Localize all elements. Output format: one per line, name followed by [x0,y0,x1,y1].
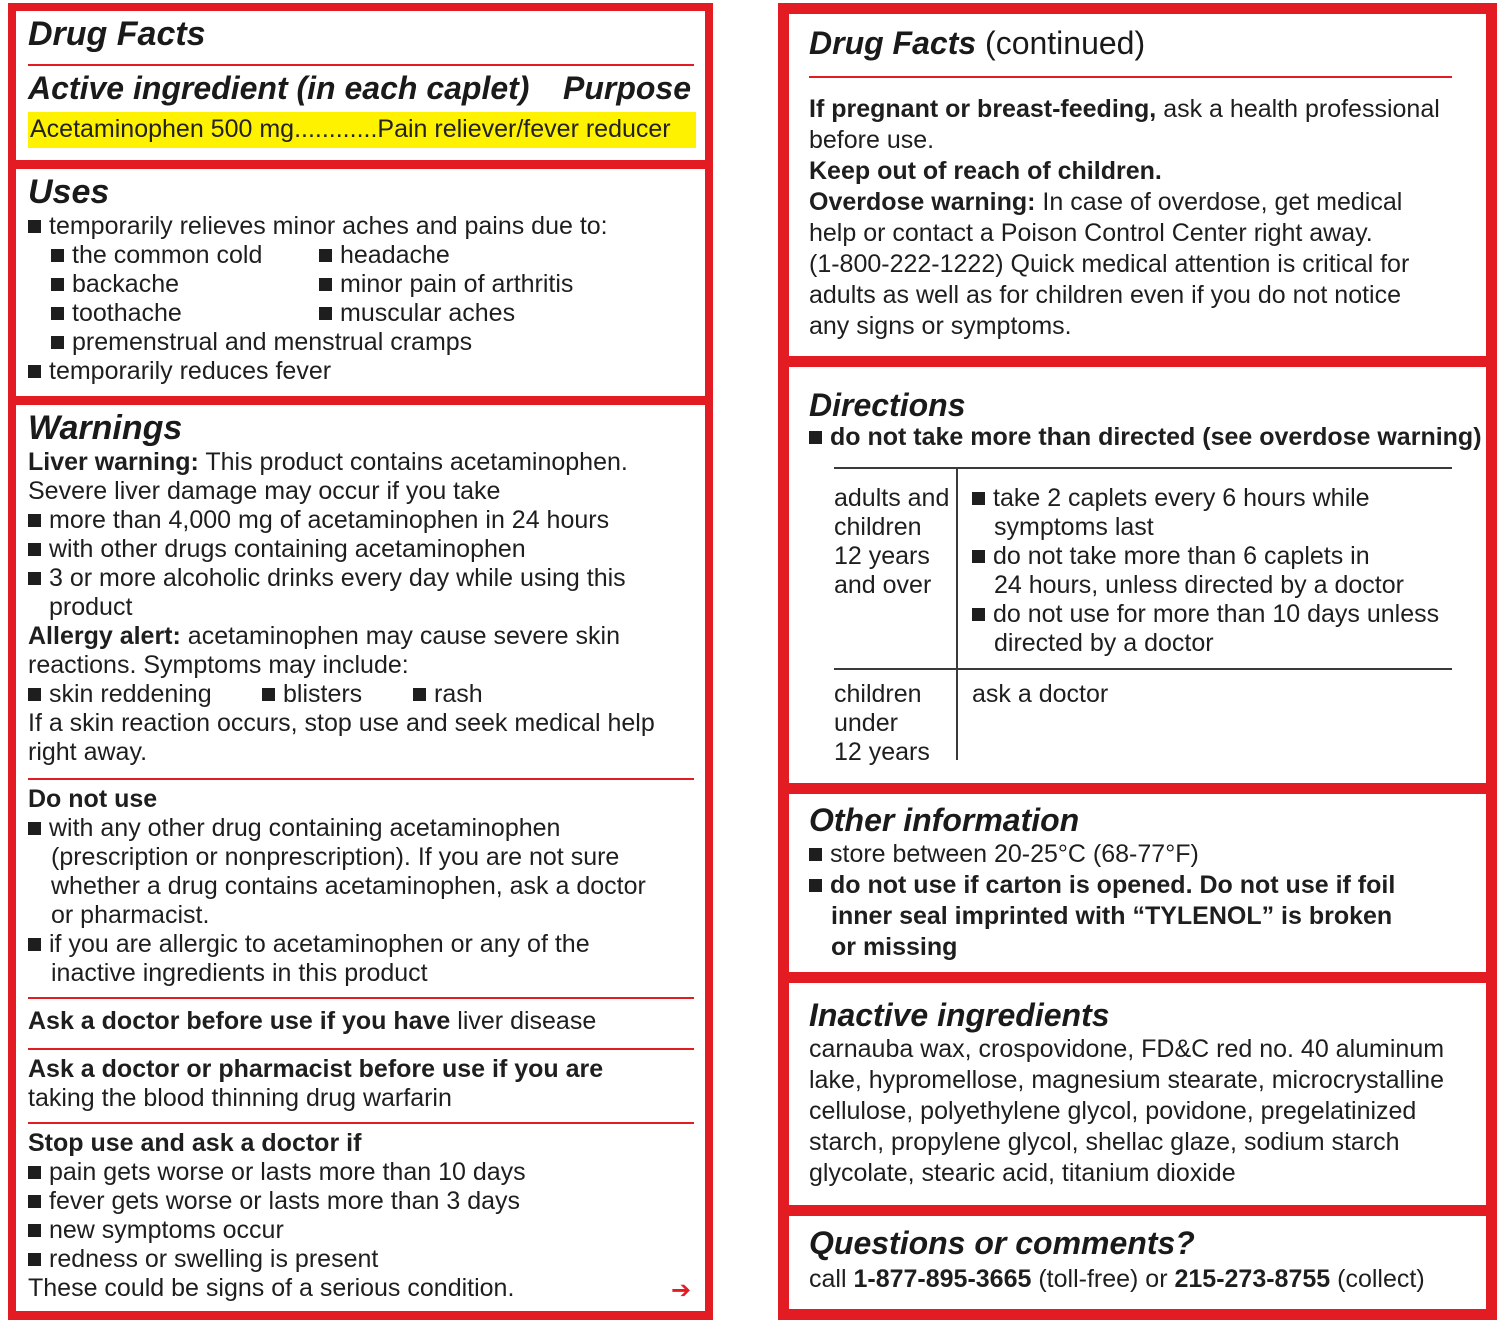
list-item: redness or swelling is present [28,1245,378,1274]
ask-pharmacist-text: taking the blood thinning drug warfarin [28,1084,452,1112]
inactive-ingredients-text: glycolate, stearic acid, titanium dioxide [809,1159,1236,1187]
stop-use-title: Stop use and ask a doctor if [28,1129,362,1157]
overdose-warning-text: (1-800-222-1222) Quick medical attention is critical for [809,250,1410,278]
list-item: temporarily reduces fever [28,357,331,386]
bullet-icon [972,608,985,621]
inactive-ingredients-text: carnauba wax, crospovidone, FD&C red no. 40 aluminum [809,1035,1445,1063]
overdose-warning: Overdose warning: In case of overdose, get medical [809,188,1403,216]
list-item-continued: product [49,593,133,621]
adults-label: and over [834,571,932,599]
list-item: toothache [51,299,182,328]
children-label: 12 years [834,738,930,766]
list-item: backache [51,270,179,299]
pregnant-warning-text: before use. [809,126,935,154]
list-item-continued: symptoms last [994,513,1154,541]
other-information-title: Other information [809,802,1080,838]
children-directions: ask a doctor [972,680,1109,708]
ask-pharmacist-title: Ask a doctor or pharmacist before use if you are [28,1055,604,1083]
list-item: more than 4,000 mg of acetaminophen in 24 hours [28,506,609,535]
bullet-icon [51,249,64,262]
continue-arrow-icon: ➔ [671,1277,692,1304]
stop-use-closing: These could be signs of a serious condition. [28,1274,515,1302]
symptom-item: blisters [262,680,362,709]
allergy-alert: Allergy alert: acetaminophen may cause severe skin [28,622,620,650]
bullet-icon [51,307,64,320]
list-item: with other drugs containing acetaminophen [28,535,526,564]
active-ingredient-header: Active ingredient (in each caplet) [28,70,530,106]
active-ingredient-box [16,11,705,160]
list-item-continued: inactive ingredients in this product [51,959,428,987]
overdose-warning-text: any signs or symptoms. [809,312,1072,340]
inactive-ingredients-title: Inactive ingredients [809,997,1110,1033]
list-item: 3 or more alcoholic drinks every day while using this [28,564,626,593]
children-label: under [834,709,898,737]
bullet-icon [809,431,822,444]
list-item: minor pain of arthritis [319,270,573,299]
bullet-icon [28,1224,41,1237]
active-ingredient-line: Acetaminophen 500 mg............Pain reliever/fever reducer [30,115,671,143]
pregnant-warning: If pregnant or breast-feeding, ask a health professional [809,95,1440,123]
bullet-icon [972,550,985,563]
divider [28,778,694,780]
overdose-warning-text: help or contact a Poison Control Center right away. [809,219,1373,247]
list-item: do not take more than 6 caplets in [972,542,1370,571]
list-item-continued: or missing [831,933,958,961]
phone-collect[interactable]: 215-273-8755 [1174,1265,1331,1293]
bullet-icon [28,1253,41,1266]
list-item: with any other drug containing acetaminophen [28,814,560,843]
purpose-header: Purpose [562,70,691,106]
questions-title: Questions or comments? [809,1225,1195,1261]
bullet-icon [28,543,41,556]
directions-box [789,367,1486,783]
overdose-warning-text: adults as well as for children even if you do not notice [809,281,1402,309]
warnings-title: Warnings [28,409,183,447]
list-item: fever gets worse or lasts more than 3 days [28,1187,520,1216]
list-item: muscular aches [319,299,515,328]
list-item: pain gets worse or lasts more than 10 days [28,1158,526,1187]
skin-reaction-text: If a skin reaction occurs, stop use and seek medical help [28,709,655,737]
divider [28,1048,694,1050]
list-item: headache [319,241,450,270]
questions-box [789,1216,1486,1309]
do-not-use-title: Do not use [28,785,158,813]
liver-warning-text: Severe liver damage may occur if you take [28,477,501,505]
bullet-icon [28,1195,41,1208]
list-item: premenstrual and menstrual cramps [51,328,472,357]
list-item: new symptoms occur [28,1216,284,1245]
list-item-continued: inner seal imprinted with “TYLENOL” is broken [831,902,1393,930]
bullet-icon [28,938,41,951]
table-divider [834,467,1452,469]
list-item: if you are allergic to acetaminophen or any of the [28,930,590,959]
skin-reaction-text: right away. [28,738,148,766]
bullet-icon [28,220,41,233]
bullet-icon [809,879,822,892]
bullet-icon [319,307,332,320]
bullet-icon [51,336,64,349]
warnings-box [16,405,705,1311]
list-item-continued: or pharmacist. [51,901,210,929]
list-item: do not take more than directed (see overdose warning) [809,423,1482,452]
bullet-icon [28,514,41,527]
list-item: the common cold [51,241,262,270]
bullet-icon [28,822,41,835]
liver-warning: Liver warning: This product contains acetaminophen. [28,448,628,476]
keep-out-of-reach: Keep out of reach of children. [809,157,1162,185]
list-item: do not use if carton is opened. Do not use if foil [809,871,1395,900]
bullet-icon [809,848,822,861]
phone-toll-free[interactable]: 1-877-895-3665 [853,1265,1032,1293]
drug-facts-title: Drug Facts [28,15,206,53]
symptom-item: rash [413,680,483,709]
list-item-continued: 24 hours, unless directed by a doctor [994,571,1404,599]
directions-title: Directions [809,387,966,423]
adults-label: 12 years [834,542,930,570]
list-item-continued: (prescription or nonprescription). If you are not sure [51,843,620,871]
bullet-icon [28,688,41,701]
list-item-continued: directed by a doctor [994,629,1214,657]
divider [809,76,1452,78]
divider [28,64,694,66]
bullet-icon [319,249,332,262]
table-divider [834,668,1452,670]
children-label: children [834,680,922,708]
bullet-icon [319,278,332,291]
drug-facts-right-panel [778,3,1497,1320]
list-item: take 2 caplets every 6 hours while [972,484,1370,513]
bullet-icon [262,688,275,701]
divider [28,1122,694,1124]
drug-facts-continued-title: Drug Facts (continued) [809,25,1146,61]
other-information-box [789,794,1486,972]
inactive-ingredients-box [789,983,1486,1205]
inactive-ingredients-text: starch, propylene glycol, shellac glaze, sodium starch [809,1128,1400,1156]
bullet-icon [972,492,985,505]
contact-line: call 1-877-895-3665 (toll-free) or 215-273-8755 (collect) [809,1265,1425,1293]
uses-title: Uses [28,173,110,211]
inactive-ingredients-text: cellulose, polyethylene glycol, povidone, pregelatinized [809,1097,1417,1125]
list-item: do not use for more than 10 days unless [972,600,1439,629]
bullet-icon [28,365,41,378]
symptom-item: skin reddening [28,680,212,709]
bullet-icon [51,278,64,291]
allergy-alert-text: reactions. Symptoms may include: [28,651,409,679]
ask-doctor-line: Ask a doctor before use if you have liver disease [28,1007,597,1035]
list-item: store between 20-25°C (68-77°F) [809,840,1199,869]
inactive-ingredients-text: lake, hypromellose, magnesium stearate, microcrystalline [809,1066,1444,1094]
list-item: temporarily relieves minor aches and pains due to: [28,212,608,241]
bullet-icon [28,1166,41,1179]
list-item-continued: whether a drug contains acetaminophen, ask a doctor [51,872,646,900]
bullet-icon [28,572,41,585]
table-column-divider [956,468,958,760]
divider [28,997,694,999]
adults-label: adults and [834,484,950,512]
continued-warnings-box [789,14,1486,356]
bullet-icon [413,688,426,701]
drug-facts-left-panel [8,3,713,1320]
uses-box [16,169,705,396]
adults-label: children [834,513,922,541]
